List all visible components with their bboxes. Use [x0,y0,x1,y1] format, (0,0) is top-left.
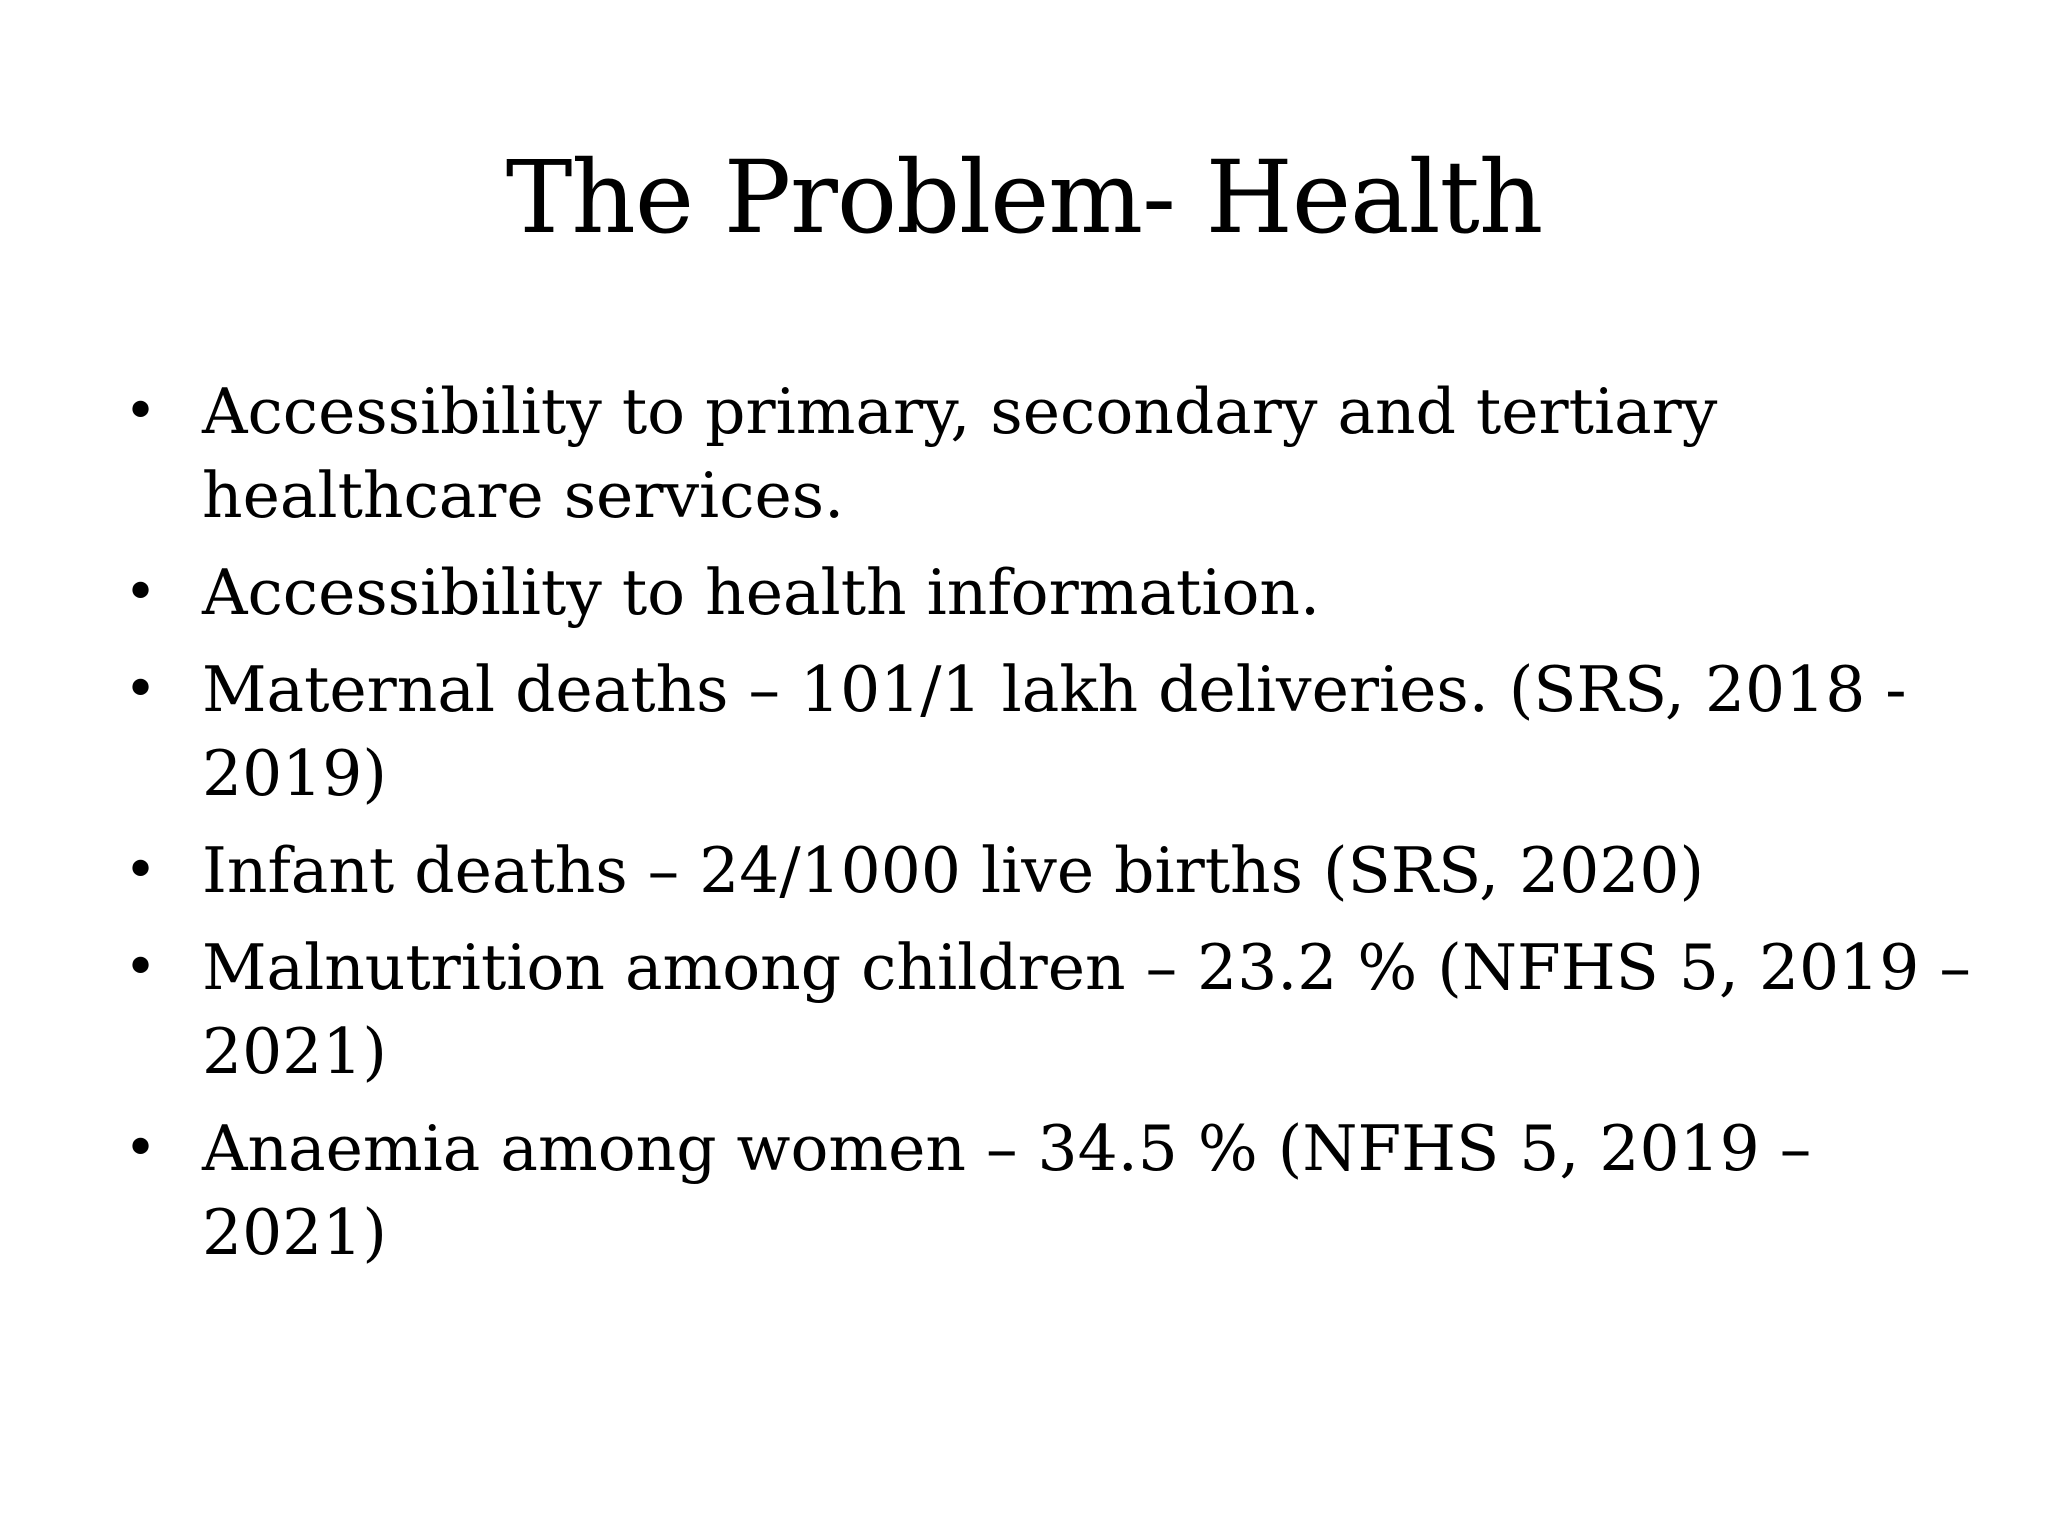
bullet-item-maternal-deaths [120,648,1980,816]
bullet-item-accessibility-health-information [120,551,1980,635]
bullet-text: Infant deaths – 24/1000 live births (SRS, 2020) [202,834,1705,907]
bullet-item-accessibility-healthcare-services [120,370,1980,538]
bullet-text: Malnutrition among children – 23.2 % (NFHS 5, 2019 – 2021) [202,931,1971,1088]
bullet-item-infant-deaths [120,829,1980,913]
bullet-item-anaemia [120,1107,1980,1275]
bullet-text: Anaemia among women – 34.5 % (NFHS 5, 2019 – 2021) [202,1112,1812,1269]
bullet-icon: • [124,560,158,625]
bullet-icon: • [124,935,158,1000]
bullet-icon: • [124,1116,158,1181]
bullet-text: Accessibility to primary, secondary and tertiary healthcare services. [202,375,1718,532]
bullet-text: Maternal deaths – 101/1 lakh deliveries. (SRS, 2018 - 2019) [202,653,1907,810]
bullet-text: Accessibility to health information. [202,556,1321,629]
slide-title: The Problem- Health [505,139,1543,256]
bullet-icon: • [124,657,158,722]
bullet-icon: • [124,838,158,903]
bullet-list [120,370,1980,1288]
bullet-icon: • [124,379,158,444]
bullet-item-malnutrition [120,926,1980,1094]
